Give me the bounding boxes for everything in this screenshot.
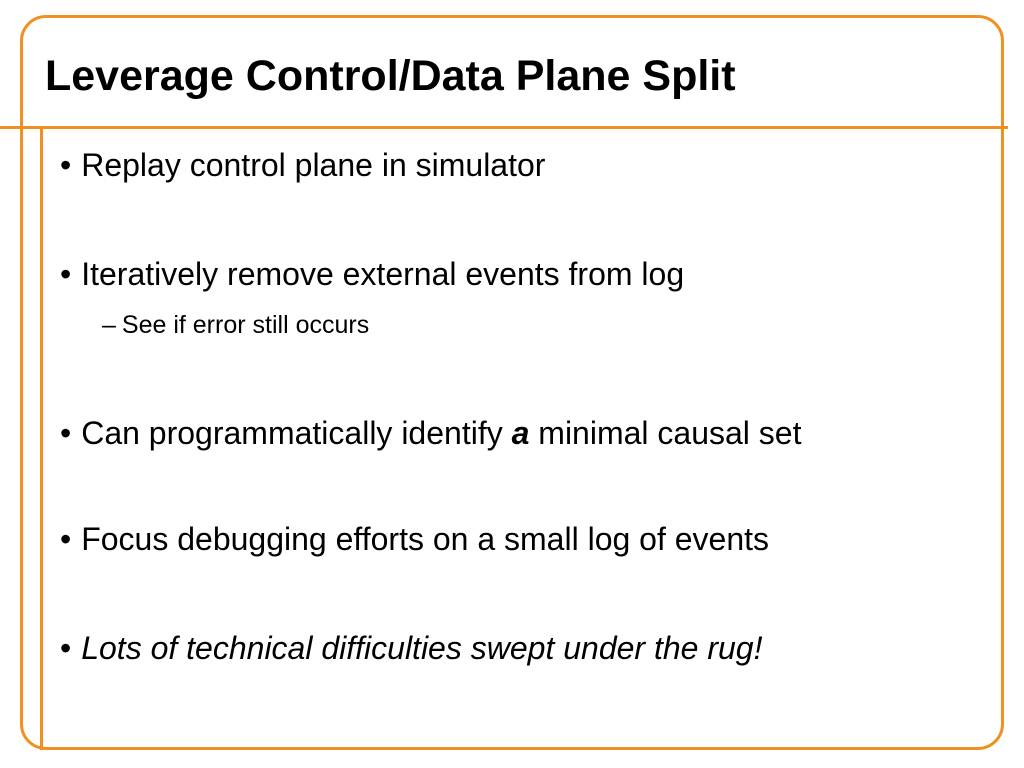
bullet-text-after: minimal causal set: [529, 415, 802, 451]
bullet-marker: •: [60, 256, 72, 292]
title-divider: [0, 126, 1008, 129]
sub-bullet-marker: –: [102, 311, 116, 339]
left-accent-line: [40, 126, 43, 750]
bullet-text-before: Can programmatically identify: [81, 415, 512, 451]
bullet-item: [60, 520, 769, 558]
bullet-emphasis: a: [511, 415, 530, 451]
bullet-item: [60, 414, 801, 452]
bullet-text: Iteratively remove external events from log: [81, 256, 685, 292]
slide-title: Leverage Control/Data Plane Split: [45, 52, 736, 100]
bullet-text: Focus debugging efforts on a small log of events: [81, 521, 770, 557]
bullet-marker: •: [60, 415, 72, 451]
bullet-text: Lots of technical difficulties swept under the rug!: [81, 630, 763, 666]
bullet-item: [60, 146, 545, 184]
bullet-marker: •: [60, 521, 72, 557]
sub-bullet-text: See if error still occurs: [121, 311, 370, 339]
bullet-text: Replay control plane in simulator: [81, 147, 546, 183]
bullet-item: [60, 629, 762, 667]
bullet-marker: •: [60, 630, 72, 666]
bullet-item: [60, 255, 684, 293]
bullet-marker: •: [60, 147, 72, 183]
sub-bullet-item: [102, 310, 369, 340]
